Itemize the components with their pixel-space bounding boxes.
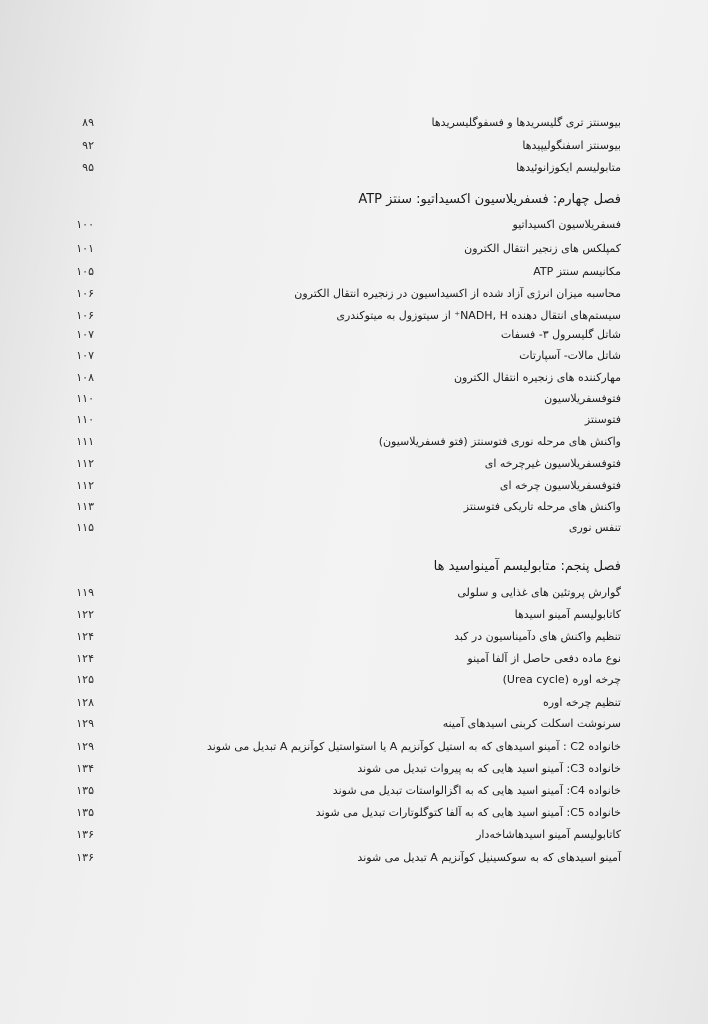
chapter-heading: فصل پنجم: متابولیسم آمینواسید ها — [433, 559, 621, 574]
chapter-heading: فصل چهارم: فسفریلاسیون اکسیداتیو: سنتز ATP — [358, 192, 621, 207]
toc-entry-title: مهارکننده های زنجیره انتقال الکترون — [453, 371, 621, 384]
toc-entry-title: سرنوشت اسکلت کربنی اسیدهای آمینه — [442, 717, 621, 730]
toc-entry-title: تنظیم واکنش های دآمیناسیون در کبد — [454, 630, 621, 643]
toc-entry — [0, 389, 708, 409]
toc-entry-page: ۱۲۵ — [76, 673, 94, 686]
toc-entry — [0, 518, 708, 538]
toc-entry-page: ۱۰۸ — [76, 371, 94, 384]
toc-entry-page: ۱۲۸ — [76, 696, 94, 709]
toc-entry — [0, 325, 708, 345]
toc-entry-title: فسفریلاسیون اکسیداتیو — [512, 218, 621, 231]
toc-entry-title: واکنش های مرحله نوری فتوسنتز (فتو فسفریلاسیون) — [378, 435, 621, 448]
toc-entry-page: ۱۱۵ — [76, 521, 94, 534]
toc-entry-page: ۱۳۶ — [76, 851, 94, 864]
toc-entry — [0, 649, 708, 669]
toc-entry — [0, 848, 708, 868]
toc-entry-title: تنفس نوری — [568, 521, 621, 534]
toc-entry-title: فتوفسفریلاسیون چرخه ای — [499, 479, 621, 492]
toc-entry-page: ۱۱۹ — [76, 586, 94, 599]
toc-entry — [0, 432, 708, 452]
toc-entry-title: شاتل مالات- آسپارتات — [519, 349, 621, 362]
toc-entry — [0, 605, 708, 625]
toc-entry — [0, 158, 708, 178]
toc-entry-title: محاسبه میزان انرژی آزاد شده از اکسیداسیون در زنجیره انتقال الکترون — [294, 287, 621, 300]
toc-entry — [0, 262, 708, 282]
toc-entry — [0, 306, 708, 326]
toc-entry-page: ۹۲ — [82, 139, 94, 152]
toc-entry — [0, 781, 708, 801]
toc-entry — [0, 497, 708, 517]
toc-entry — [0, 215, 708, 235]
toc-entry-page: ۱۰۶ — [76, 309, 94, 322]
toc-entry — [0, 759, 708, 779]
toc-entry — [0, 670, 708, 690]
toc-entry-title: سیستم‌های انتقال دهنده NADH, H⁺ از سیتوزول به میتوکندری — [336, 309, 621, 322]
toc-entry — [0, 825, 708, 845]
toc-entry-page: ۱۲۹ — [76, 740, 94, 753]
toc-entry-title: تنظیم چرخه اوره — [542, 696, 621, 709]
toc-entry — [0, 284, 708, 304]
toc-entry-page: ۱۳۵ — [76, 784, 94, 797]
toc-entry — [0, 346, 708, 366]
toc-entry-page: ۹۵ — [82, 161, 94, 174]
toc-entry-title: مکانیسم سنتز ATP — [533, 265, 621, 278]
toc-entry-page: ۱۰۷ — [76, 349, 94, 362]
toc-entry-title: واکنش های مرحله تاریکی فتوسنتز — [463, 500, 621, 513]
toc-entry-title: خانواده C4: آمینو اسید هایی که به اگزالواستات تبدیل می شوند — [332, 784, 621, 797]
toc-entry-page: ۱۱۱ — [76, 435, 94, 448]
toc-entry-title: فتوفسفریلاسیون غیرچرخه ای — [484, 457, 621, 470]
toc-entry-page: ۱۱۲ — [76, 479, 94, 492]
toc-entry — [0, 368, 708, 388]
toc-entry-title: خانواده C5: آمینو اسید هایی که به آلفا کتوگلوتارات تبدیل می شوند — [315, 806, 621, 819]
toc-entry-title: شاتل گلیسرول ۳- فسفات — [500, 328, 621, 341]
toc-entry-page: ۱۱۰ — [76, 392, 94, 405]
toc-entry-title: بیوسنتز تری گلیسریدها و فسفوگلیسریدها — [431, 116, 621, 129]
toc-entry-page: ۱۲۹ — [76, 717, 94, 730]
toc-entry-page: ۱۳۵ — [76, 806, 94, 819]
toc-entry — [0, 737, 708, 757]
toc-entry-page: ۱۱۲ — [76, 457, 94, 470]
toc-entry-title: کاتابولیسم آمینو اسیدها — [514, 608, 621, 621]
toc-entry-page: ۱۱۰ — [76, 413, 94, 426]
toc-entry-title: چرخه اوره (Urea cycle) — [502, 673, 621, 686]
toc-entry-page: ۱۰۶ — [76, 287, 94, 300]
toc-entry — [0, 410, 708, 430]
toc-entry-page: ۱۰۷ — [76, 328, 94, 341]
toc-entry-title: خانواده C2 : آمینو اسیدهای که به استیل کوآنزیم A یا استواستیل کوآنزیم A تبدیل می شوند — [206, 740, 621, 753]
toc-entry — [0, 239, 708, 259]
toc-entry-page: ۱۰۵ — [76, 265, 94, 278]
toc-entry — [0, 583, 708, 603]
toc-entry-page: ۱۲۴ — [76, 630, 94, 643]
toc-entry — [0, 714, 708, 734]
toc-entry-page: ۸۹ — [82, 116, 94, 129]
toc-entry — [0, 476, 708, 496]
toc-entry-title: نوع ماده دفعی حاصل از آلفا آمینو — [467, 652, 621, 665]
toc-entry-page: ۱۰۰ — [76, 218, 94, 231]
toc-entry-page: ۱۳۴ — [76, 762, 94, 775]
toc-entry — [0, 693, 708, 713]
toc-entry-title: آمینو اسیدهای که به سوکسینیل کوآنزیم A تبدیل می شوند — [357, 851, 621, 864]
toc-entry — [0, 627, 708, 647]
toc-entry — [0, 136, 708, 156]
toc-entry-page: ۱۳۶ — [76, 828, 94, 841]
toc-entry-title: کاتابولیسم آمینو اسیدهاشاخه‌دار — [476, 828, 621, 841]
toc-entry-page: ۱۱۳ — [76, 500, 94, 513]
toc-entry — [0, 113, 708, 133]
toc-entry-title: بیوسنتز اسفنگولیپیدها — [522, 139, 621, 152]
toc-entry — [0, 454, 708, 474]
toc-entry — [0, 803, 708, 823]
toc-entry-title: فتوفسفریلاسیون — [544, 392, 621, 405]
toc-entry-title: گوارش پروتئین های غذایی و سلولی — [457, 586, 621, 599]
toc-entry-title: فتوسنتز — [584, 413, 621, 426]
toc-entry-title: کمپلکس های زنجیر انتقال الکترون — [464, 242, 621, 255]
toc-entry-page: ۱۲۲ — [76, 608, 94, 621]
toc-entry-title: متابولیسم ایکوزانوئیدها — [516, 161, 621, 174]
toc-entry-page: ۱۲۴ — [76, 652, 94, 665]
toc-entry-title: خانواده C3: آمینو اسید هایی که به پیروات تبدیل می شوند — [357, 762, 621, 775]
toc-entry-page: ۱۰۱ — [76, 242, 94, 255]
